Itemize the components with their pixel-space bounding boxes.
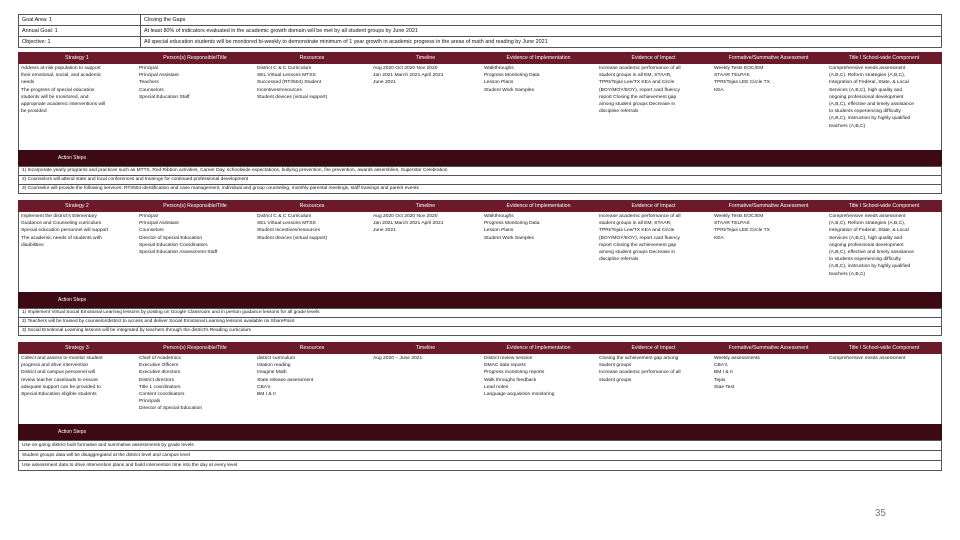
cell-line: ongoing professional development [829, 242, 904, 248]
cell-line: Special Education eligible students [21, 392, 97, 398]
cell-line: Walkthroughs [484, 214, 514, 219]
cell-line: CBA's [257, 384, 271, 390]
cell-line: Integration of Federal, State, & Local [829, 228, 909, 234]
cell-line: Weekly Tests EOC/EM [714, 66, 764, 71]
cell-line: June 2021 [373, 228, 396, 234]
persons-cell [137, 64, 255, 150]
cell-line: Lead notes [484, 384, 509, 390]
action-steps-list-3 [18, 440, 942, 471]
cell-line: progress and drive intervention [21, 363, 89, 369]
cell-line: Walkthroughs [484, 66, 514, 71]
cell-line: Special Education Coordinators [139, 242, 208, 248]
action-step: Use on-going district built formative and summative assessments by grade levels [19, 440, 941, 450]
action-step: 2) Teachers will be trained by counselor/district to access and deliver Social Emotional Learning lessons available on SharePoint [19, 317, 941, 326]
col-persons: Person(s) Responsible/Title [163, 203, 227, 209]
cell-line: Weekly assessments [714, 356, 760, 361]
annual-goal-label: Annual Goal: 1 [19, 26, 141, 36]
col-evidence-impact: Evidence of Impact [631, 345, 676, 351]
timeline-cell [371, 64, 482, 150]
col-assessment: Formative/Summative Assessment [728, 203, 809, 209]
cell-line: Jan 2021 March 2021 April 2021 [373, 221, 444, 227]
cell-line: Collect and assess to monitor student [21, 356, 103, 361]
goal-area-row [18, 14, 942, 25]
cell-line: Language acquisition monitoring [484, 392, 555, 398]
cell-line: Aug 2020 Oct 2020 Nov 2020 [373, 66, 438, 71]
assessment-cell [712, 354, 827, 424]
cell-line: Content coordinators [139, 392, 185, 398]
col-assessment: Formative/Summative Assessment [728, 55, 809, 61]
evidence-impact-cell [597, 64, 712, 150]
strategy-cell [19, 212, 137, 292]
cell-line: (A,B,C), effective and timely assistance [829, 250, 914, 256]
cell-line: Guidance and Counseling curriculum [21, 221, 102, 227]
action-step: Student groups data will be disaggregated at the district level and campus level [19, 450, 941, 460]
cell-line: Comprehensive needs assessment [829, 356, 906, 361]
cell-line: Teachers [139, 80, 159, 86]
cell-line: adequate support can be provided to [21, 384, 101, 390]
action-steps-header-2: Action Steps [18, 292, 942, 308]
timeline-cell [371, 354, 482, 424]
cell-line: Increase academic performance of all [599, 66, 681, 71]
cell-line: Counselors [139, 228, 164, 234]
cell-line: Integration of Federal, State, & Local [829, 80, 909, 86]
cell-line: Imagine Math [257, 370, 287, 376]
cell-line: STAAR TELPAS [714, 73, 750, 79]
cell-line: District C & C Curriculum [257, 66, 312, 71]
action-steps-list-1 [18, 166, 942, 194]
cell-line: district curriculum [257, 356, 296, 361]
cell-line: Lesson Plans [484, 228, 514, 234]
cell-line: SEL Virtual Lessons MTSS [257, 221, 316, 227]
cell-line: Principal [139, 214, 158, 219]
column-header-band-3 [18, 342, 942, 354]
cell-line: appropriate academic interventions will [21, 102, 106, 108]
col-title1: Title I School-wide Component [848, 345, 920, 351]
cell-line: student groups [599, 363, 632, 369]
cell-line: (A,B,C), effective and timely assistance [829, 102, 914, 108]
cell-line: Principals [139, 399, 161, 405]
cell-line: among student groups Decrease in [599, 102, 676, 108]
cell-line: disabilities [21, 242, 44, 248]
cell-line: (A,B,C), Reform strategies (A,B,C), [829, 221, 906, 227]
cell-line: Director of Special Education [139, 406, 203, 412]
title1-cell [827, 354, 941, 424]
col-strategy: Strategy 1 [65, 55, 89, 61]
action-steps-header-1: Action Steps [18, 150, 942, 166]
cell-line: among student groups Decrease in [599, 250, 676, 256]
cell-line: students will be monitored, and [21, 94, 89, 100]
cell-line: student groups in all EM, STAAR, [599, 221, 672, 227]
goal-header [18, 14, 942, 48]
action-step: 1) Incorporate yearly programs and practices such as MTTS, Red Ribbon activities, Career Day, schoolwide expectations, bullying prevention, fire prevention, awards assemblies, Superstar Celebration [19, 166, 941, 175]
cell-line: report Closing the achievement gap [599, 94, 677, 100]
cell-line: (A,B,C). Reform strategies (A,B,C), [829, 73, 906, 79]
col-title1: Title I School-wide Component [848, 55, 920, 61]
evidence-impl-cell [482, 354, 597, 424]
cell-line: Chief of Academics [139, 356, 181, 361]
col-persons: Person(s) Responsible/Title [163, 55, 227, 61]
cell-line: Title 1 coordinators [139, 384, 181, 390]
cell-line: Stae Test [714, 384, 735, 390]
col-resources: Resources [299, 345, 325, 351]
col-persons: Person(s) Responsible/Title [163, 345, 227, 351]
resources-cell [255, 64, 371, 150]
col-timeline: Timeline [415, 203, 436, 209]
assessment-cell [712, 64, 827, 150]
cell-line: ongoing professional development [829, 94, 904, 100]
cell-line: (BOY/MOY/EOY), report card fluency [599, 87, 680, 93]
col-timeline: Timeline [415, 345, 436, 351]
cell-line: Implement the district's Elementary [21, 214, 97, 219]
cell-line: BM I & II [714, 370, 733, 376]
cell-line: Weekly Tests EOC/EM [714, 214, 764, 219]
cell-line: Jan 2021 March 2021 April 2021 [373, 73, 444, 79]
cell-line: Student devices (virtual support) [257, 94, 328, 100]
cell-line: Aug 2020 – June 2021 [373, 356, 423, 361]
cell-line: to students experiencing difficulty [829, 257, 901, 263]
cell-line: State release assessment [257, 377, 314, 383]
cell-line: Comprehensive needs assessment [829, 214, 906, 219]
cell-line: TPRI/Tejas Lee/TX KEA and Circle [599, 80, 675, 86]
cell-line: KEA [714, 87, 724, 93]
cell-line: Increase academic performance of all [599, 214, 681, 219]
cell-line: Director of Special Education [139, 235, 203, 241]
cell-line: The academic needs of students with [21, 235, 102, 241]
action-step: 1) Implement Virtual Social Emotional Learning lessons by posting on Google Classroom and in person guidance lessons for all grade levels [19, 308, 941, 317]
assessment-cell [712, 212, 827, 292]
col-evidence-impl: Evidence of Implementation [506, 345, 571, 351]
cell-line: Principal Assistant [139, 73, 179, 79]
action-step: 2) Counselors will attend state and local conferences and trainings for continued professional development [19, 175, 941, 184]
strategy-row-1 [18, 64, 942, 150]
strategy-cell [19, 354, 137, 424]
cell-line: Executive Officers [139, 363, 179, 369]
objective-row [18, 36, 942, 48]
cell-line: needs [21, 80, 35, 86]
evidence-impl-cell [482, 64, 597, 150]
action-steps-list-2 [18, 308, 942, 336]
column-header-band-1 [18, 52, 942, 64]
cell-line: Walk throughs feedback [484, 377, 537, 383]
persons-cell [137, 354, 255, 424]
cell-line: their emotional, social, and academic [21, 73, 102, 79]
cell-line: BM I & II [257, 392, 276, 398]
evidence-impact-cell [597, 354, 712, 424]
cell-line: teachers (A,B,C) [829, 271, 866, 277]
cell-line: Student Work Samples [484, 235, 534, 241]
col-resources: Resources [299, 203, 325, 209]
cell-line: (A,B,C), instruction by highly qualified [829, 264, 911, 270]
resources-cell [255, 212, 371, 292]
cell-line: Student Incentives/resources [257, 228, 321, 234]
col-evidence-impl: Evidence of Implementation [506, 203, 571, 209]
strategy-row-3 [18, 354, 942, 424]
title1-cell [827, 64, 941, 150]
cell-line: Address at-risk population to support [21, 66, 101, 71]
col-assessment: Formative/Summative Assessment [728, 345, 809, 351]
cell-line: (BOY/MOY/EOY), report card fluency [599, 235, 680, 241]
cell-line: June 2021 [373, 80, 396, 86]
strategy-cell [19, 64, 137, 150]
action-steps-header-3: Action Steps [18, 424, 942, 440]
col-evidence-impl: Evidence of Implementation [506, 55, 571, 61]
annual-goal-value: At least 80% of indicators evaluated in the academic growth domain will be met by all student groups by June 2021 [144, 28, 418, 34]
cell-line: Student devices (virtual support) [257, 235, 328, 241]
resources-cell [255, 354, 371, 424]
objective-value: All special education students will be monitored bi-weekly to demonstrate minimum of 1 year growth in academic progress in the areas of math and reading by June 2021 [144, 39, 548, 45]
cell-line: Closing the achievement gap among [599, 356, 679, 361]
col-resources: Resources [299, 55, 325, 61]
col-timeline: Timeline [415, 55, 436, 61]
cell-line: DMAC data reports [484, 363, 526, 369]
cell-line: Increase academic performance of all [599, 370, 681, 376]
col-evidence-impact: Evidence of Impact [631, 203, 676, 209]
cell-line: District review session [484, 356, 533, 361]
goal-area-value: Closing the Gaps [144, 17, 186, 23]
cell-line: student groups in all EM, STAAR, [599, 73, 672, 79]
cell-line: STAAR TELPAS [714, 221, 750, 227]
cell-line: Successed (RTI/504) Student [257, 80, 322, 86]
col-evidence-impact: Evidence of Impact [631, 55, 676, 61]
cell-line: Special education personnel will support [21, 228, 109, 234]
column-header-band-2 [18, 200, 942, 212]
cell-line: teachers (A,B,C) [829, 123, 866, 129]
col-strategy: Strategy 3 [65, 345, 89, 351]
cell-line: KEA [714, 235, 724, 241]
cell-line: Istation reading [257, 363, 291, 369]
col-title1: Title I School-wide Component [848, 203, 920, 209]
goal-area-label: Goal Area: 1 [19, 15, 141, 25]
cell-line: Student Work Samples [484, 87, 534, 93]
cell-line: SEL Virtual Lessons MTSS [257, 73, 316, 79]
evidence-impl-cell [482, 212, 597, 292]
evidence-impact-cell [597, 212, 712, 292]
cell-line: District directors [139, 377, 175, 383]
cell-line: student groups [599, 377, 632, 383]
persons-cell [137, 212, 255, 292]
cell-line: The progress of special education [21, 87, 95, 93]
cell-line: Comprehensive needs assessment [829, 66, 906, 71]
cell-line: (A,B,C), instruction by highly qualified [829, 116, 911, 122]
cell-line: CBA's [714, 363, 728, 369]
cell-line: Principal Assistant [139, 221, 179, 227]
cell-line: District C & C Curriculum [257, 214, 312, 219]
cell-line: Services (A,B,C), high quality and [829, 235, 903, 241]
cell-line: Special Education Assessment Staff [139, 250, 218, 256]
cell-line: Executive directors [139, 370, 181, 376]
cell-line: Services (A,B,C), high quality and [829, 87, 903, 93]
cell-line: to students experiencing difficulty [829, 109, 901, 115]
cell-line: Special Education Staff [139, 94, 190, 100]
objective-label: Objective: 1 [19, 37, 141, 47]
cell-line: Progress Monitoring Data [484, 221, 540, 227]
cell-line: review teacher caseloads to ensure [21, 377, 98, 383]
action-step: 3) Counselor will provide the following services: RTI/504 identification and case management, individual and group counseling, monthly parental meetings, staff trainings and parent events [19, 184, 941, 193]
action-step: 3) Social Emotional Learning lessons will be integrated by teachers through the district's Reading curriculum [19, 326, 941, 335]
cell-line: TPRI/Tejas Lee/TX KEA and Circle [599, 228, 675, 234]
cell-line: discipline referrals [599, 109, 639, 115]
cell-line: be provided [21, 109, 47, 115]
cell-line: Aug 2020 Oct 2020 Nov 2020 [373, 214, 438, 219]
cell-line: District and campus personnel will [21, 370, 95, 376]
action-step: Use assessment data to drive intervention plans and build intervention time into the day at every level [19, 460, 941, 470]
cell-line: Progress Monitoring Data [484, 73, 540, 79]
annual-goal-row [18, 25, 942, 36]
cell-line: TPRI/Tejas LEE Circle TX [714, 80, 770, 86]
page-number: 35 [874, 508, 886, 519]
cell-line: Progress monitoring reports [484, 370, 545, 376]
cell-line: discipline referrals [599, 257, 639, 263]
cell-line: Incentives/resources [257, 87, 302, 93]
timeline-cell [371, 212, 482, 292]
cell-line: TPRI/Tejas LEE Circle TX [714, 228, 770, 234]
cell-line: Counselors [139, 87, 164, 93]
campus-plan-table [18, 14, 942, 471]
cell-line: Principal [139, 66, 158, 71]
col-strategy: Strategy 2 [65, 203, 89, 209]
strategy-row-2 [18, 212, 942, 292]
title1-cell [827, 212, 941, 292]
cell-line: Tejas [714, 377, 726, 383]
cell-line: Lesson Plans [484, 80, 514, 86]
cell-line: report Closing the achievement gap [599, 242, 677, 248]
